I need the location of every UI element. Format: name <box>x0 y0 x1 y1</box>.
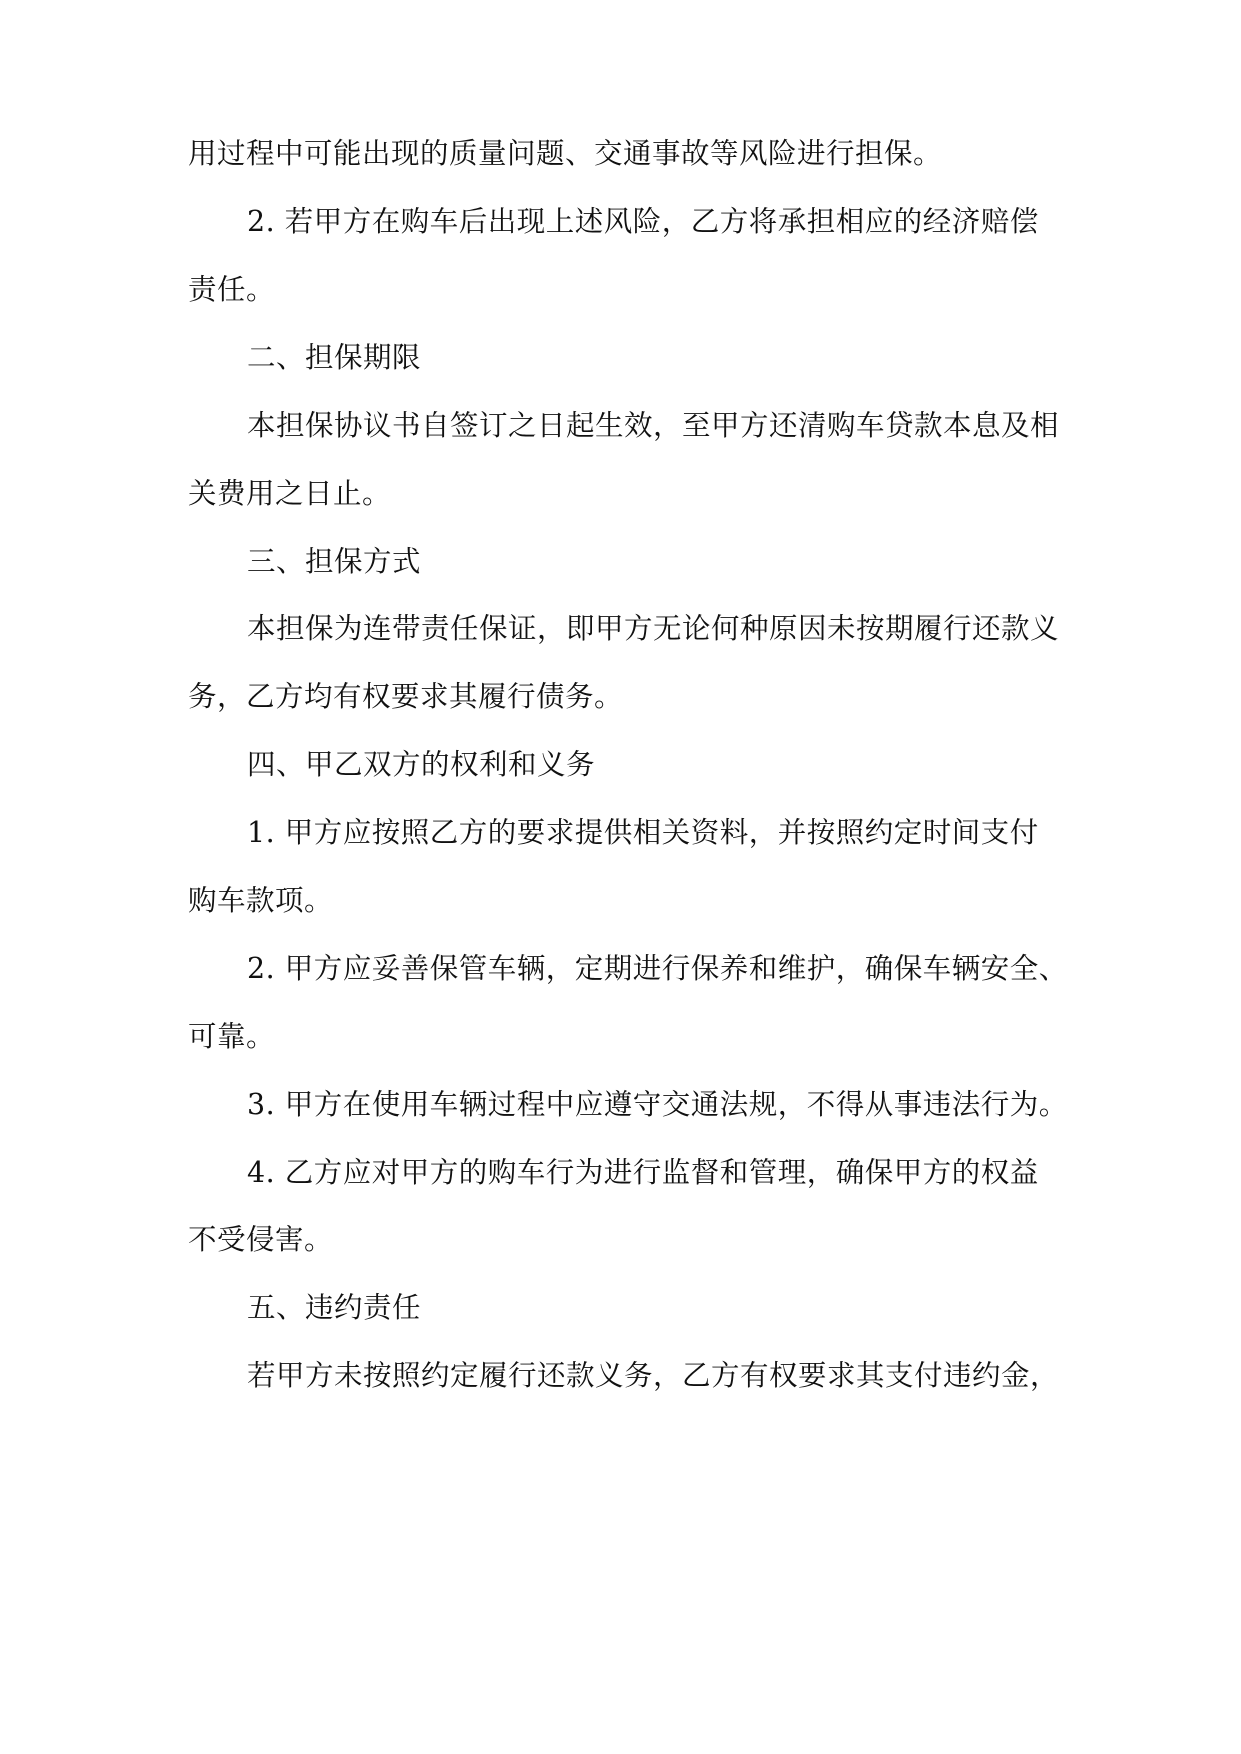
paragraph-text: 若甲方未按照约定履行还款义务，乙方有权要求其支付违约金， <box>247 1359 1060 1392</box>
body-text-line: 用过程中可能出现的质量问题、交通事故等风险进行担保。 <box>188 137 943 170</box>
list-item-continuation: 责任。 <box>188 273 276 306</box>
list-item-text: 3. 甲方在使用车辆过程中应遵守交通法规，不得从事违法行为。 <box>247 1088 1068 1121</box>
list-item-continuation: 不受侵害。 <box>188 1223 334 1256</box>
section-heading: 四、甲乙双方的权利和义务 <box>247 748 596 781</box>
paragraph-continuation: 关费用之日止。 <box>188 477 392 510</box>
paragraph-text: 本担保为连带责任保证，即甲方无论何种原因未按期履行还款义 <box>247 612 1060 645</box>
paragraph-continuation: 务，乙方均有权要求其履行债务。 <box>188 680 624 713</box>
list-item-text: 1. 甲方应按照乙方的要求提供相关资料，并按照约定时间支付 <box>247 816 1039 849</box>
paragraph-text: 本担保协议书自签订之日起生效，至甲方还清购车贷款本息及相 <box>247 409 1060 442</box>
section-heading: 二、担保期限 <box>247 341 422 374</box>
section-heading: 三、担保方式 <box>247 545 422 578</box>
list-item-continuation: 可靠。 <box>188 1020 276 1053</box>
list-item-continuation: 购车款项。 <box>188 884 334 917</box>
list-item-text: 4. 乙方应对甲方的购车行为进行监督和管理，确保甲方的权益 <box>247 1156 1039 1189</box>
list-item-text: 2. 甲方应妥善保管车辆，定期进行保养和维护，确保车辆安全、 <box>247 952 1068 985</box>
list-item-text: 2. 若甲方在购车后出现上述风险，乙方将承担相应的经济赔偿 <box>247 205 1039 238</box>
section-heading: 五、违约责任 <box>247 1291 422 1324</box>
